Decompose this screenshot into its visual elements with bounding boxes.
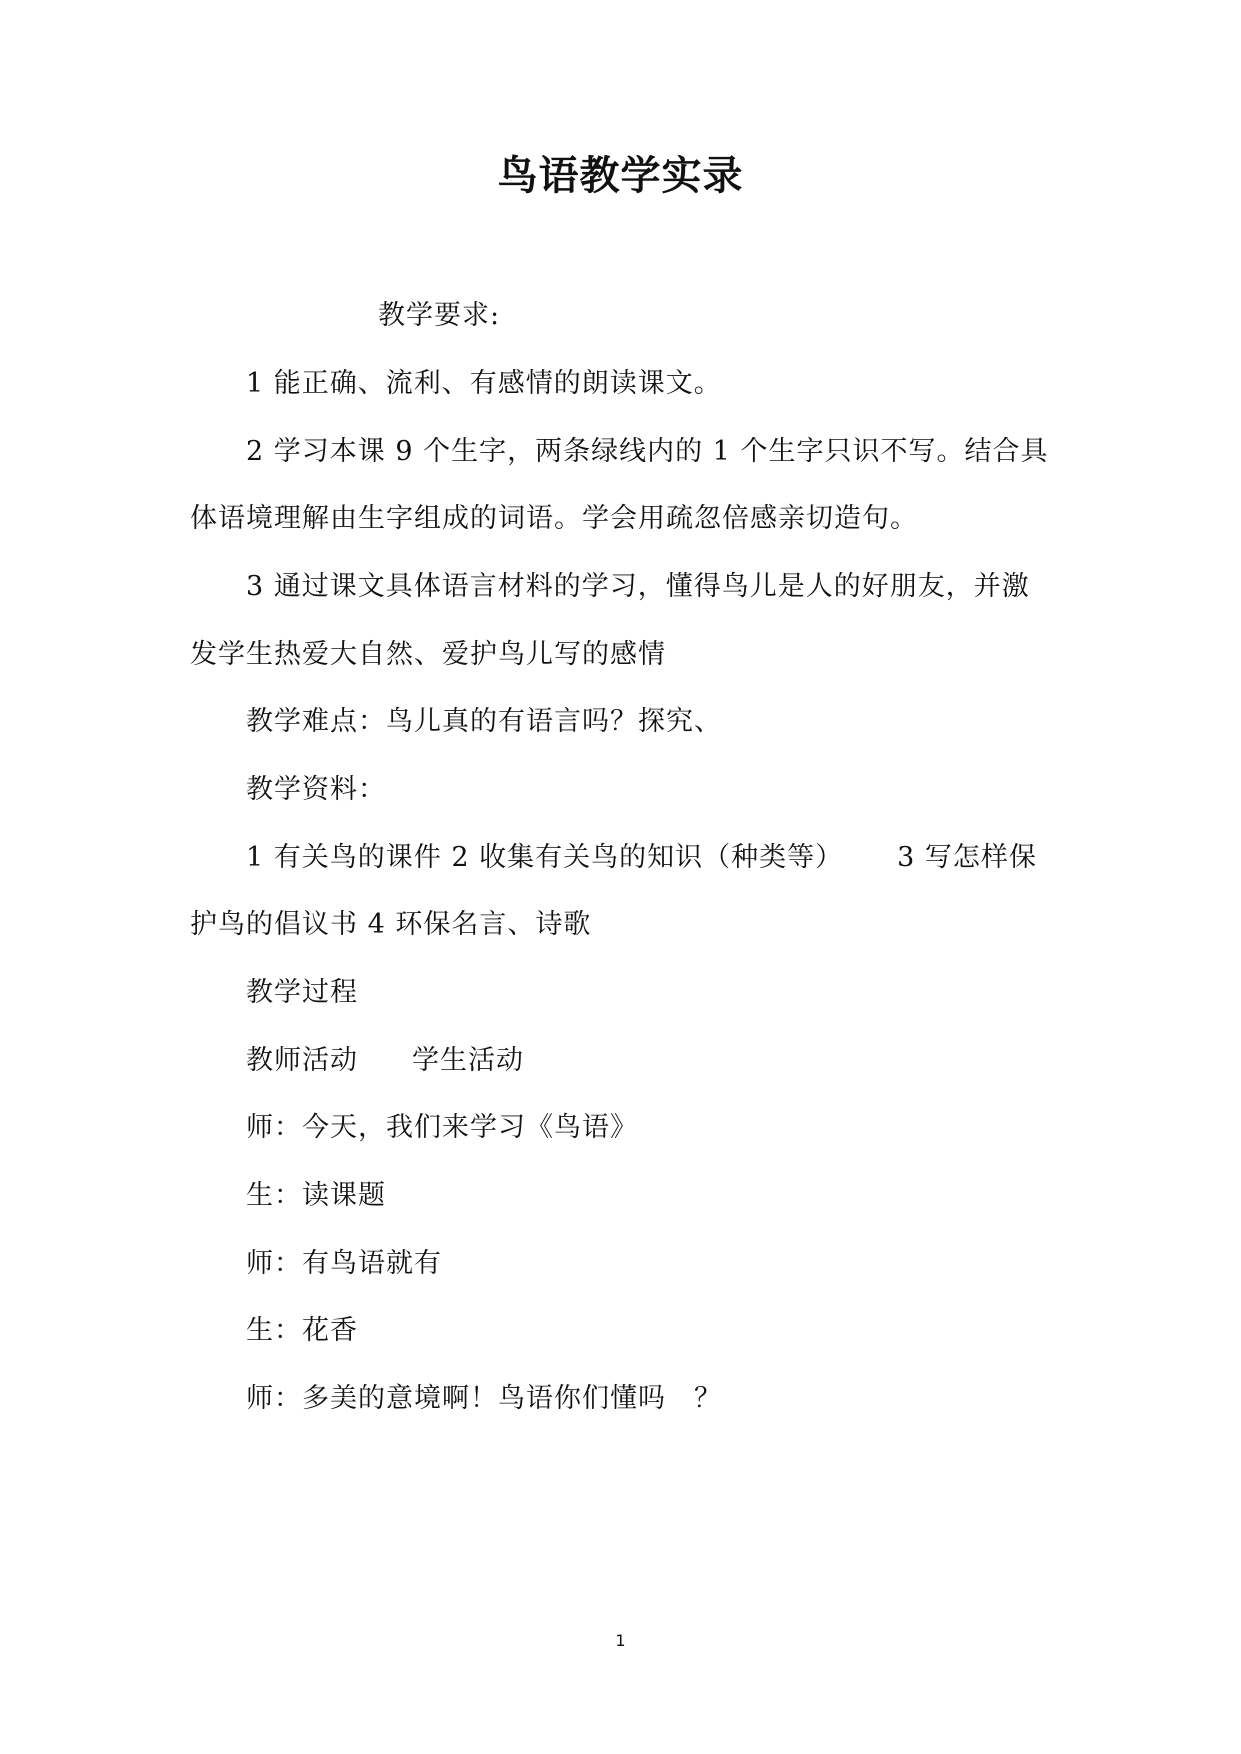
materials-part-a: 1 有关鸟的课件 2 收集有关鸟的知识（种类等） bbox=[246, 842, 844, 873]
student-activity-label: 学生活动 bbox=[412, 1045, 524, 1076]
page-number: 1 bbox=[615, 1631, 626, 1650]
paragraph-materials-line-2: 护鸟的倡议书 4 环保名言、诗歌 bbox=[190, 909, 592, 940]
dialogue-student-1: 生：读课题 bbox=[246, 1180, 386, 1211]
paragraph-teaching-materials-heading: 教学资料： bbox=[246, 774, 386, 805]
document-title: 鸟语教学实录 bbox=[497, 152, 744, 199]
dialogue-teacher-1: 师：今天，我们来学习《鸟语》 bbox=[246, 1112, 638, 1143]
teacher-activity-label: 教师活动 bbox=[246, 1045, 358, 1076]
dialogue-teacher-2: 师：有鸟语就有 bbox=[246, 1248, 442, 1279]
dialogue-student-2: 生：花香 bbox=[246, 1315, 358, 1346]
paragraph-teaching-requirements-heading: 教学要求: bbox=[378, 300, 501, 331]
paragraph-teaching-process: 教学过程 bbox=[246, 977, 358, 1008]
paragraph-requirement-2-line-2: 体语境理解由生字组成的词语。学会用疏忽倍感亲切造句。 bbox=[190, 503, 918, 534]
materials-part-b: 3 写怎样保 bbox=[897, 842, 1037, 873]
dialogue-teacher-3-question-mark: ？ bbox=[694, 1383, 722, 1414]
dialogue-teacher-3 bbox=[246, 1379, 1116, 1419]
paragraph-teaching-difficulty: 教学难点：鸟儿真的有语言吗？探究、 bbox=[246, 706, 722, 737]
paragraph-materials-line-1 bbox=[246, 838, 1116, 878]
paragraph-activities-header bbox=[246, 1041, 1116, 1081]
paragraph-requirement-2-line-1: 2 学习本课 9 个生字，两条绿线内的 1 个生字只识不写。结合具 bbox=[246, 436, 1049, 467]
paragraph-requirement-3-line-2: 发学生热爱大自然、爱护鸟儿写的感情 bbox=[190, 639, 666, 670]
paragraph-requirement-3-line-1: 3 通过课文具体语言材料的学习，懂得鸟儿是人的好朋友，并激 bbox=[246, 571, 1030, 602]
dialogue-teacher-3-text: 师：多美的意境啊！鸟语你们懂吗 bbox=[246, 1383, 666, 1414]
paragraph-requirement-1: 1 能正确、流利、有感情的朗读课文。 bbox=[246, 368, 722, 399]
